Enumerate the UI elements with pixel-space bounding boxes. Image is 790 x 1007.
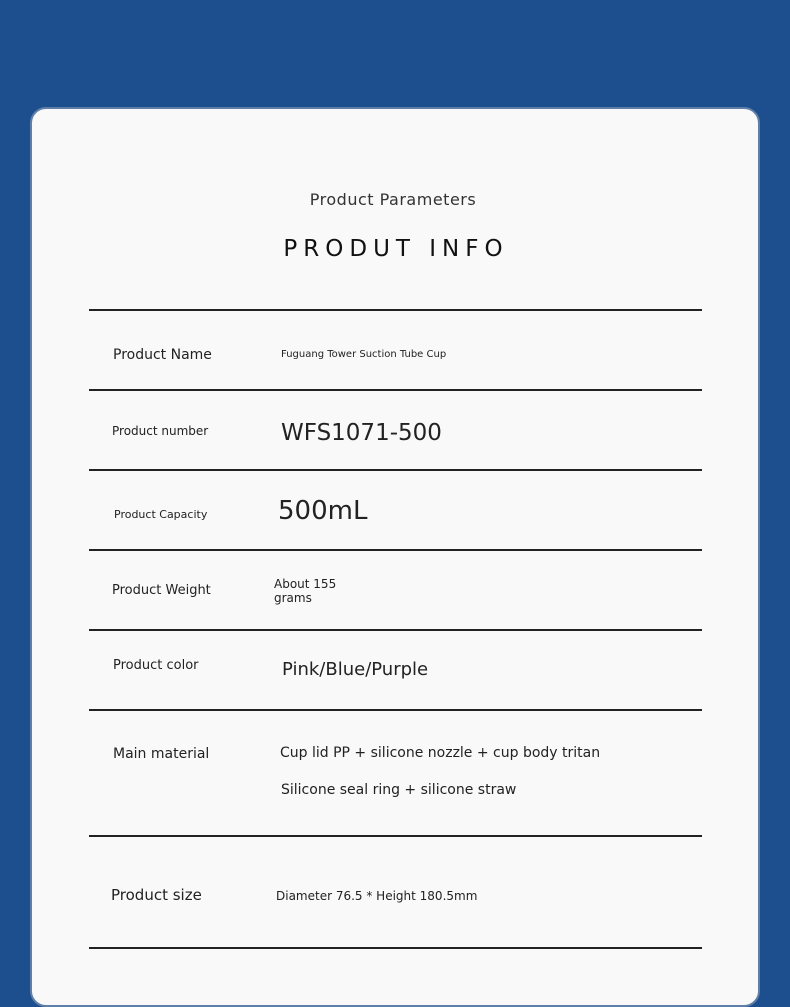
row-label-product-capacity: Product Capacity xyxy=(114,508,208,521)
divider-line xyxy=(89,709,702,711)
divider-line xyxy=(89,469,702,471)
row-value-product-weight-line-1: About 155 xyxy=(274,577,337,591)
row-value-product-size: Diameter 76.5 * Height 180.5mm xyxy=(276,889,478,903)
row-value-main-material-line-1: Cup lid PP + silicone nozzle + cup body tritan xyxy=(280,745,601,761)
section-title: PRODUT INFO xyxy=(283,236,509,262)
row-value-main-material-line-2: Silicone seal ring + silicone straw xyxy=(281,782,517,798)
divider-line xyxy=(89,549,702,551)
row-value-product-number: WFS1071-500 xyxy=(281,420,442,446)
row-label-product-size: Product size xyxy=(111,886,202,904)
row-label-product-name: Product Name xyxy=(113,347,212,363)
row-label-product-weight: Product Weight xyxy=(112,583,211,598)
divider-line xyxy=(89,309,702,311)
row-label-product-color: Product color xyxy=(113,658,199,673)
section-subtitle: Product Parameters xyxy=(309,190,477,209)
divider-line xyxy=(89,947,702,949)
divider-line xyxy=(89,629,702,631)
row-label-product-number: Product number xyxy=(112,424,209,438)
divider-line xyxy=(89,389,702,391)
row-value-product-capacity: 500mL xyxy=(278,496,368,526)
row-label-main-material: Main material xyxy=(113,746,210,762)
divider-line xyxy=(89,835,702,837)
row-value-product-weight-line-2: grams xyxy=(274,591,312,605)
row-value-product-color: Pink/Blue/Purple xyxy=(282,659,429,680)
row-value-product-name: Fuguang Tower Suction Tube Cup xyxy=(281,349,447,360)
